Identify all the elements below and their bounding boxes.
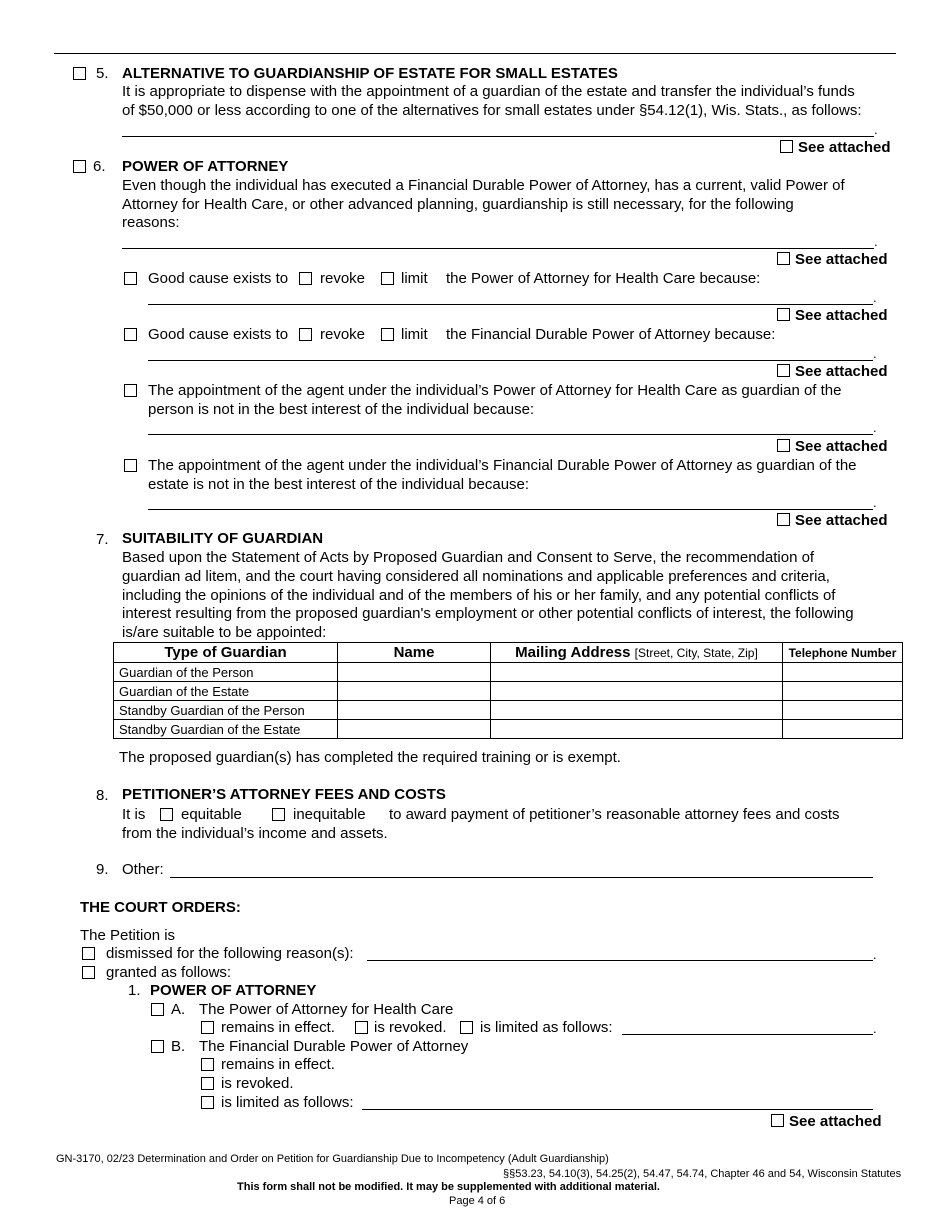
table-row bbox=[114, 682, 903, 701]
gc1-line-end: . bbox=[873, 290, 877, 305]
sec6-line-end: . bbox=[874, 234, 878, 249]
b-revoked-label: is revoked. bbox=[221, 1075, 294, 1092]
b-revoked-checkbox[interactable] bbox=[201, 1077, 214, 1090]
sec7-text-line1: Based upon the Statement of Acts by Proposed Guardian and Consent to Serve, the recommendation of bbox=[122, 549, 815, 566]
row-phone-cell[interactable] bbox=[783, 682, 903, 701]
guardian-table-header bbox=[114, 643, 903, 663]
sec6-see-attached-checkbox[interactable] bbox=[777, 252, 790, 265]
gc2-suffix: the Financial Durable Power of Attorney because: bbox=[446, 326, 776, 343]
sec6-title: POWER OF ATTORNEY bbox=[122, 158, 289, 175]
a-limited-label: is limited as follows: bbox=[480, 1019, 613, 1036]
gc1-see-attached-checkbox[interactable] bbox=[777, 308, 790, 321]
a-line-end: . bbox=[873, 1021, 877, 1036]
sec9-number: 9. bbox=[96, 861, 109, 878]
gc1-checkbox[interactable] bbox=[124, 272, 137, 285]
gc1-see-attached[interactable] bbox=[777, 307, 888, 324]
granted-label: granted as follows: bbox=[106, 964, 232, 981]
sec5-title: ALTERNATIVE TO GUARDIANSHIP OF ESTATE FOR SMALL ESTATES bbox=[122, 65, 618, 82]
gc2-revoke-checkbox[interactable] bbox=[299, 328, 312, 341]
col-mailing-address bbox=[491, 643, 783, 663]
row-address-cell[interactable] bbox=[491, 682, 783, 701]
order-p1-number: 1. bbox=[128, 982, 141, 999]
sec7-title: SUITABILITY OF GUARDIAN bbox=[122, 530, 324, 547]
gc2-checkbox[interactable] bbox=[124, 328, 137, 341]
equitable-label: equitable bbox=[181, 806, 242, 823]
b-remains-label: remains in effect. bbox=[221, 1056, 335, 1073]
appt1-fill-line[interactable] bbox=[148, 434, 873, 435]
table-row bbox=[114, 663, 903, 682]
dismissed-reason-line[interactable] bbox=[367, 960, 873, 961]
row-phone-cell[interactable] bbox=[783, 663, 903, 682]
col-name: Name bbox=[338, 643, 491, 663]
sec9-label: Other: bbox=[122, 861, 164, 878]
gc2-revoke-label: revoke bbox=[320, 326, 366, 343]
appt2-fill-line[interactable] bbox=[148, 509, 873, 510]
sec8-title: PETITIONER’S ATTORNEY FEES AND COSTS bbox=[122, 786, 446, 803]
gc1-revoke-checkbox[interactable] bbox=[299, 272, 312, 285]
dismissed-line-end: . bbox=[873, 947, 877, 962]
gc1-fill-line[interactable] bbox=[148, 304, 873, 305]
sec6-see-attached[interactable] bbox=[777, 251, 888, 268]
sec7-text-line2: guardian ad litem, and the court having considered all nominations and applicable preferences and criteria, bbox=[122, 568, 830, 585]
b-limited-label: is limited as follows: bbox=[221, 1094, 354, 1111]
b-remains-checkbox[interactable] bbox=[201, 1058, 214, 1071]
sec7-text-line5: is/are suitable to be appointed: bbox=[122, 624, 327, 641]
gc2-see-attached[interactable] bbox=[777, 363, 888, 380]
gc2-limit-checkbox[interactable] bbox=[381, 328, 394, 341]
appt1-see-attached[interactable] bbox=[777, 438, 888, 455]
appt1-see-attached-checkbox[interactable] bbox=[777, 439, 790, 452]
orders-see-attached-checkbox[interactable] bbox=[771, 1114, 784, 1127]
footer-page-number: Page 4 of 6 bbox=[449, 1195, 506, 1207]
other-fill-line[interactable] bbox=[170, 877, 873, 878]
gc2-prefix: Good cause exists to bbox=[148, 326, 289, 343]
b-limited-fill-line[interactable] bbox=[362, 1109, 873, 1110]
sec5-text-line2: of $50,000 or less according to one of the alternatives for small estates under §54.12(1), Wis. Stats., as follows: bbox=[122, 102, 862, 119]
top-rule bbox=[54, 53, 896, 54]
footer-statutes: §§53.23, 54.10(3), 54.25(2), 54.47, 54.74, Chapter 46 and 54, Wisconsin Statutes bbox=[503, 1168, 902, 1180]
sec5-line-end: . bbox=[874, 122, 878, 137]
orders-see-attached-label: See attached bbox=[789, 1113, 882, 1130]
appt2-line1: The appointment of the agent under the individual’s Financial Durable Power of Attorney as guardian of the bbox=[148, 457, 857, 474]
table-row bbox=[114, 720, 903, 739]
order-a-checkbox[interactable] bbox=[151, 1003, 164, 1016]
sec8-rest: to award payment of petitioner’s reasonable attorney fees and costs bbox=[389, 806, 840, 823]
sec8-it-is: It is bbox=[122, 806, 146, 823]
gc1-prefix: Good cause exists to bbox=[148, 270, 289, 287]
col-type-of-guardian: Type of Guardian bbox=[114, 643, 338, 663]
row-phone-cell[interactable] bbox=[783, 701, 903, 720]
footer-notice: This form shall not be modified. It may be supplemented with additional material. bbox=[237, 1181, 660, 1193]
sec7-text-line3: including the opinions of the individual and of the members of his or her family, and any potential conflicts of bbox=[122, 587, 836, 604]
inequitable-checkbox[interactable] bbox=[272, 808, 285, 821]
sec8-number: 8. bbox=[96, 787, 109, 804]
appt1-line1: The appointment of the agent under the individual’s Power of Attorney for Health Care as guardian of the bbox=[148, 382, 842, 399]
gc2-see-attached-checkbox[interactable] bbox=[777, 364, 790, 377]
row-type-guardian-person: Guardian of the Person bbox=[114, 663, 338, 682]
sec5-checkbox[interactable] bbox=[73, 67, 86, 80]
granted-checkbox[interactable] bbox=[82, 966, 95, 979]
sec6-fill-line[interactable] bbox=[122, 248, 874, 249]
appt1-see-attached-label: See attached bbox=[795, 438, 888, 455]
inequitable-label: inequitable bbox=[293, 806, 366, 823]
sec7-text-line4: interest resulting from the proposed guardian's employment or other potential conflicts of interest, the following bbox=[122, 605, 854, 622]
appt1-checkbox[interactable] bbox=[124, 384, 137, 397]
sec5-see-attached[interactable] bbox=[780, 139, 891, 156]
appt1-line-end: . bbox=[873, 420, 877, 435]
col-mailing-address-label: Mailing Address bbox=[515, 644, 631, 661]
row-address-cell[interactable] bbox=[491, 720, 783, 739]
sec6-text-line3: reasons: bbox=[122, 214, 180, 231]
table-row bbox=[114, 701, 903, 720]
sec5-text-line1: It is appropriate to dispense with the appointment of a guardian of the estate and transfer the individual’s funds bbox=[122, 83, 855, 100]
row-name-cell[interactable] bbox=[338, 682, 491, 701]
col-telephone-number: Telephone Number bbox=[783, 643, 903, 663]
sec6-number: 6. bbox=[93, 158, 106, 175]
a-limited-checkbox[interactable] bbox=[460, 1021, 473, 1034]
gc1-see-attached-label: See attached bbox=[795, 307, 888, 324]
gc2-see-attached-label: See attached bbox=[795, 363, 888, 380]
training-statement: The proposed guardian(s) has completed the required training or is exempt. bbox=[119, 749, 621, 766]
a-revoked-checkbox[interactable] bbox=[355, 1021, 368, 1034]
gc1-limit-label: limit bbox=[401, 270, 428, 287]
sec8-line2: from the individual’s income and assets. bbox=[122, 825, 388, 842]
sec6-text-line1: Even though the individual has executed a Financial Durable Power of Attorney, has a current, valid Power of bbox=[122, 177, 845, 194]
gc2-line-end: . bbox=[873, 346, 877, 361]
sec6-see-attached-label: See attached bbox=[795, 251, 888, 268]
row-address-cell[interactable] bbox=[491, 701, 783, 720]
sec7-number: 7. bbox=[96, 531, 109, 548]
col-mailing-address-note: [Street, City, State, Zip] bbox=[634, 646, 758, 660]
row-type-guardian-estate: Guardian of the Estate bbox=[114, 682, 338, 701]
row-name-cell[interactable] bbox=[338, 701, 491, 720]
b-limited-checkbox[interactable] bbox=[201, 1096, 214, 1109]
order-b-label: B. bbox=[171, 1038, 186, 1055]
row-type-standby-person: Standby Guardian of the Person bbox=[114, 701, 338, 720]
row-name-cell[interactable] bbox=[338, 663, 491, 682]
sec5-see-attached-checkbox[interactable] bbox=[780, 140, 793, 153]
a-remains-checkbox[interactable] bbox=[201, 1021, 214, 1034]
equitable-checkbox[interactable] bbox=[160, 808, 173, 821]
row-type-standby-estate: Standby Guardian of the Estate bbox=[114, 720, 338, 739]
guardian-table bbox=[113, 642, 903, 739]
appt2-line-end: . bbox=[873, 495, 877, 510]
sec5-fill-line[interactable] bbox=[122, 136, 874, 137]
sec5-number: 5. bbox=[96, 65, 109, 82]
appt1-line2: person is not in the best interest of the individual because: bbox=[148, 401, 535, 418]
gc2-fill-line[interactable] bbox=[148, 360, 873, 361]
appt2-see-attached-checkbox[interactable] bbox=[777, 513, 790, 526]
gc2-limit-label: limit bbox=[401, 326, 428, 343]
a-limited-fill-line[interactable] bbox=[622, 1034, 873, 1035]
appt2-see-attached[interactable] bbox=[777, 512, 888, 529]
order-a-label: A. bbox=[171, 1001, 186, 1018]
order-p1-title: POWER OF ATTORNEY bbox=[150, 982, 317, 999]
footer-form-id: GN-3170, 02/23 Determination and Order on Petition for Guardianship Due to Incompetency (Adult Guardianship) bbox=[56, 1153, 609, 1165]
sec6-text-line2: Attorney for Health Care, or other advanced planning, guardianship is still necessary, for the following bbox=[122, 196, 794, 213]
appt2-see-attached-label: See attached bbox=[795, 512, 888, 529]
row-phone-cell[interactable] bbox=[783, 720, 903, 739]
appt2-line2: estate is not in the best interest of the individual because: bbox=[148, 476, 530, 493]
sec5-see-attached-label: See attached bbox=[798, 139, 891, 156]
order-b-text: The Financial Durable Power of Attorney bbox=[199, 1038, 469, 1055]
gc1-revoke-label: revoke bbox=[320, 270, 366, 287]
dismissed-checkbox[interactable] bbox=[82, 947, 95, 960]
sec6-checkbox[interactable] bbox=[73, 160, 86, 173]
order-b-checkbox[interactable] bbox=[151, 1040, 164, 1053]
a-remains-label: remains in effect. bbox=[221, 1019, 335, 1036]
gc1-suffix: the Power of Attorney for Health Care because: bbox=[446, 270, 761, 287]
appt2-checkbox[interactable] bbox=[124, 459, 137, 472]
orders-see-attached[interactable] bbox=[771, 1113, 882, 1130]
court-orders-heading: THE COURT ORDERS: bbox=[80, 899, 241, 916]
dismissed-label: dismissed for the following reason(s): bbox=[106, 945, 354, 962]
a-revoked-label: is revoked. bbox=[374, 1019, 447, 1036]
order-a-text: The Power of Attorney for Health Care bbox=[199, 1001, 454, 1018]
petition-is-label: The Petition is bbox=[80, 927, 176, 944]
row-address-cell[interactable] bbox=[491, 663, 783, 682]
row-name-cell[interactable] bbox=[338, 720, 491, 739]
gc1-limit-checkbox[interactable] bbox=[381, 272, 394, 285]
